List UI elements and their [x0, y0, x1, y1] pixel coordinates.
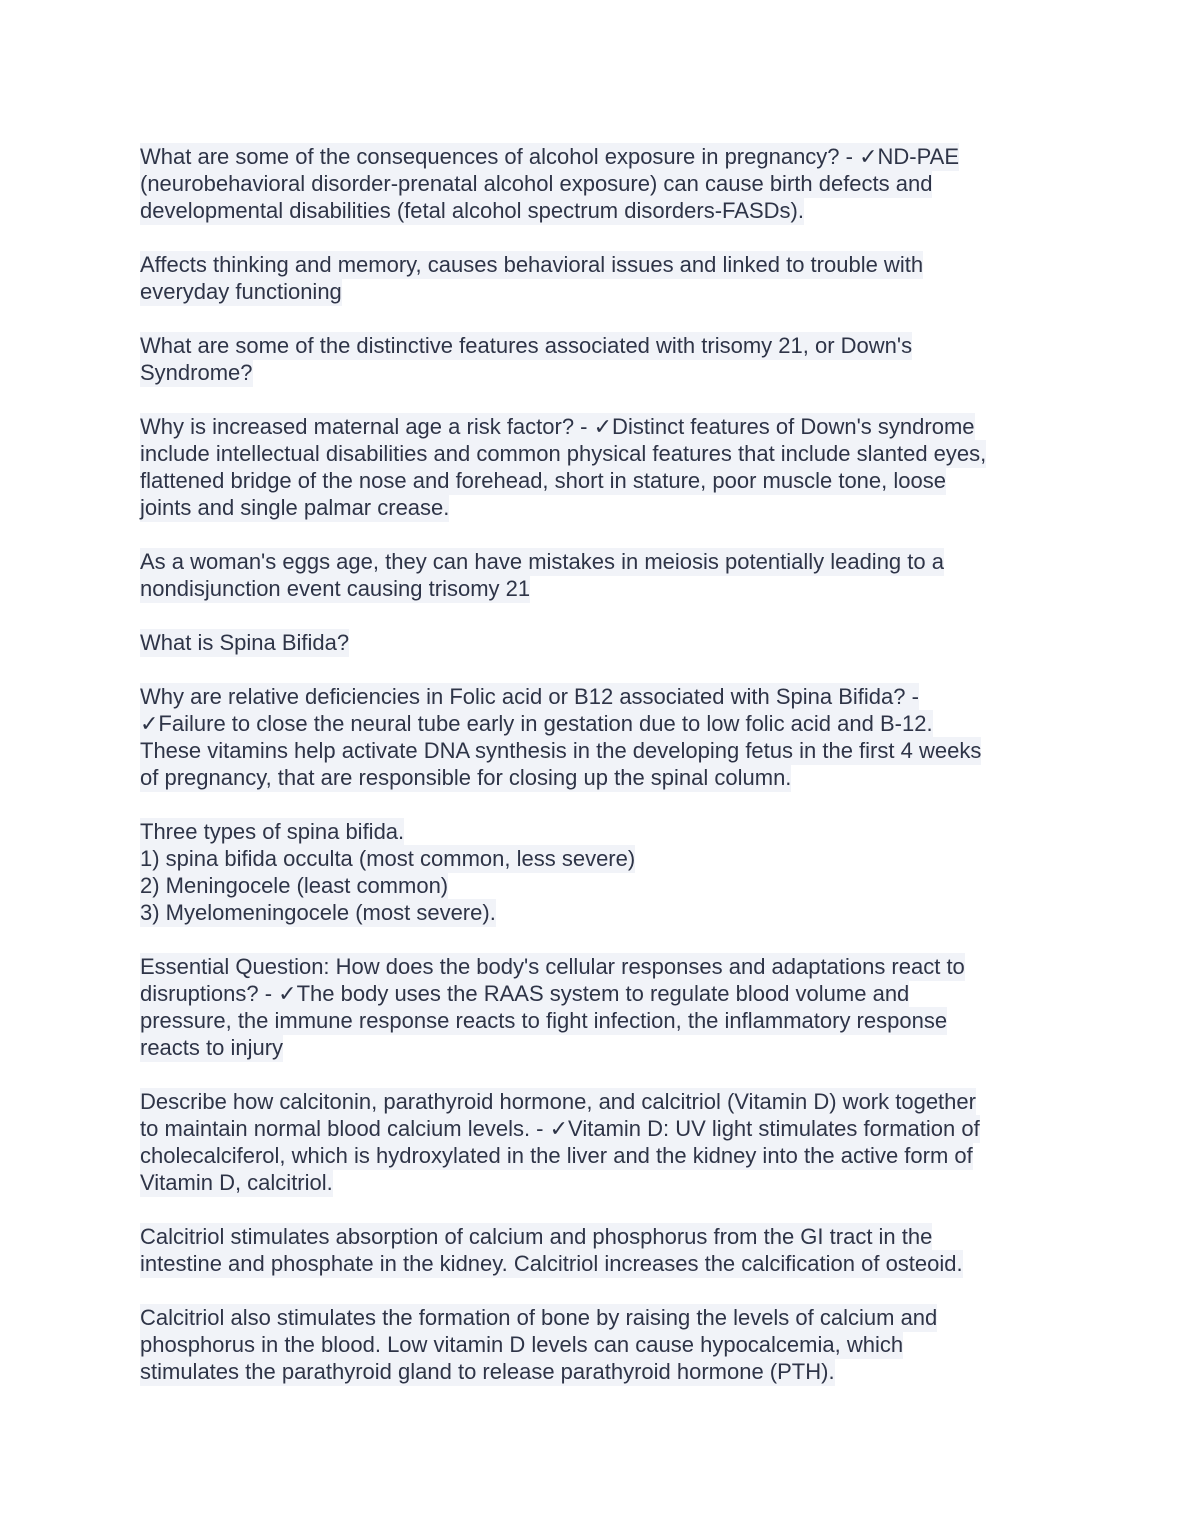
paragraph	[140, 332, 1050, 386]
text-line	[140, 1331, 1050, 1358]
highlighted-text: joints and single palmar crease.	[140, 495, 450, 520]
highlighted-text: Affects thinking and memory, causes behavioral issues and linked to trouble with	[140, 252, 924, 277]
text-line	[140, 710, 1050, 737]
highlighted-text: As a woman's eggs age, they can have mistakes in meiosis potentially leading to a	[140, 549, 944, 574]
text-line	[140, 1034, 1050, 1061]
document-body	[140, 143, 1050, 1412]
text-line	[140, 278, 1050, 305]
highlighted-text: stimulates the parathyroid gland to release parathyroid hormone (PTH).	[140, 1359, 835, 1384]
paragraph	[140, 629, 1050, 656]
paragraph	[140, 1223, 1050, 1277]
highlighted-text: cholecalciferol, which is hydroxylated in the liver and the kidney into the active form of	[140, 1143, 973, 1168]
highlighted-text: reacts to injury	[140, 1035, 284, 1060]
text-line	[140, 494, 1050, 521]
paragraph	[140, 1088, 1050, 1196]
text-line	[140, 845, 1050, 872]
highlighted-text: pressure, the immune response reacts to fight infection, the inflammatory response	[140, 1008, 948, 1033]
text-line	[140, 575, 1050, 602]
highlighted-text: Describe how calcitonin, parathyroid hormone, and calcitriol (Vitamin D) work together	[140, 1089, 976, 1114]
text-line	[140, 467, 1050, 494]
highlighted-text: Three types of spina bifida.	[140, 819, 405, 844]
text-line	[140, 1223, 1050, 1250]
highlighted-text: phosphorus in the blood. Low vitamin D levels can cause hypocalcemia, which	[140, 1332, 904, 1357]
highlighted-text: (neurobehavioral disorder-prenatal alcohol exposure) can cause birth defects and	[140, 171, 933, 196]
text-line	[140, 872, 1050, 899]
highlighted-text: 1) spina bifida occulta (most common, less severe)	[140, 846, 636, 871]
highlighted-text: of pregnancy, that are responsible for closing up the spinal column.	[140, 765, 792, 790]
highlighted-text: What are some of the consequences of alcohol exposure in pregnancy? - ✓ND-PAE	[140, 144, 960, 169]
highlighted-text: Vitamin D, calcitriol.	[140, 1170, 333, 1195]
text-line	[140, 332, 1050, 359]
text-line	[140, 629, 1050, 656]
text-line	[140, 197, 1050, 224]
text-line	[140, 1250, 1050, 1277]
text-line	[140, 899, 1050, 926]
highlighted-text: What are some of the distinctive features associated with trisomy 21, or Down's	[140, 333, 913, 358]
paragraph	[140, 683, 1050, 791]
paragraph	[140, 413, 1050, 521]
highlighted-text: everyday functioning	[140, 279, 342, 304]
paragraph	[140, 818, 1050, 926]
highlighted-text: 2) Meningocele (least common)	[140, 873, 449, 898]
text-line	[140, 413, 1050, 440]
highlighted-text: Syndrome?	[140, 360, 253, 385]
highlighted-text: Why is increased maternal age a risk factor? - ✓Distinct features of Down's syndrome	[140, 414, 975, 439]
paragraph	[140, 548, 1050, 602]
highlighted-text: Calcitriol stimulates absorption of calcium and phosphorus from the GI tract in the	[140, 1224, 933, 1249]
paragraph	[140, 251, 1050, 305]
text-line	[140, 1142, 1050, 1169]
highlighted-text: Why are relative deficiencies in Folic acid or B12 associated with Spina Bifida? -	[140, 684, 919, 709]
text-line	[140, 143, 1050, 170]
highlighted-text: include intellectual disabilities and common physical features that include slanted eyes,	[140, 441, 987, 466]
highlighted-text: flattened bridge of the nose and forehead, short in stature, poor muscle tone, loose	[140, 468, 946, 493]
text-line	[140, 1115, 1050, 1142]
text-line	[140, 1304, 1050, 1331]
highlighted-text: to maintain normal blood calcium levels. - ✓Vitamin D: UV light stimulates formation of	[140, 1116, 980, 1141]
highlighted-text: intestine and phosphate in the kidney. Calcitriol increases the calcification of osteoid.	[140, 1251, 963, 1276]
highlighted-text: Essential Question: How does the body's cellular responses and adaptations react to	[140, 954, 965, 979]
paragraph	[140, 953, 1050, 1061]
paragraph	[140, 143, 1050, 224]
text-line	[140, 980, 1050, 1007]
text-line	[140, 683, 1050, 710]
highlighted-text: 3) Myelomeningocele (most severe).	[140, 900, 496, 925]
highlighted-text: These vitamins help activate DNA synthesis in the developing fetus in the first 4 weeks	[140, 738, 982, 763]
highlighted-text: Calcitriol also stimulates the formation of bone by raising the levels of calcium and	[140, 1305, 938, 1330]
text-line	[140, 359, 1050, 386]
text-line	[140, 953, 1050, 980]
text-line	[140, 737, 1050, 764]
text-line	[140, 1358, 1050, 1385]
highlighted-text: What is Spina Bifida?	[140, 630, 350, 655]
text-line	[140, 818, 1050, 845]
text-line	[140, 170, 1050, 197]
text-line	[140, 548, 1050, 575]
text-line	[140, 1007, 1050, 1034]
highlighted-text: ✓Failure to close the neural tube early in gestation due to low folic acid and B-12.	[140, 711, 933, 736]
text-line	[140, 1088, 1050, 1115]
text-line	[140, 251, 1050, 278]
highlighted-text: disruptions? - ✓The body uses the RAAS system to regulate blood volume and	[140, 981, 910, 1006]
text-line	[140, 440, 1050, 467]
text-line	[140, 1169, 1050, 1196]
paragraph	[140, 1304, 1050, 1385]
highlighted-text: developmental disabilities (fetal alcohol spectrum disorders-FASDs).	[140, 198, 804, 223]
highlighted-text: nondisjunction event causing trisomy 21	[140, 576, 531, 601]
text-line	[140, 764, 1050, 791]
